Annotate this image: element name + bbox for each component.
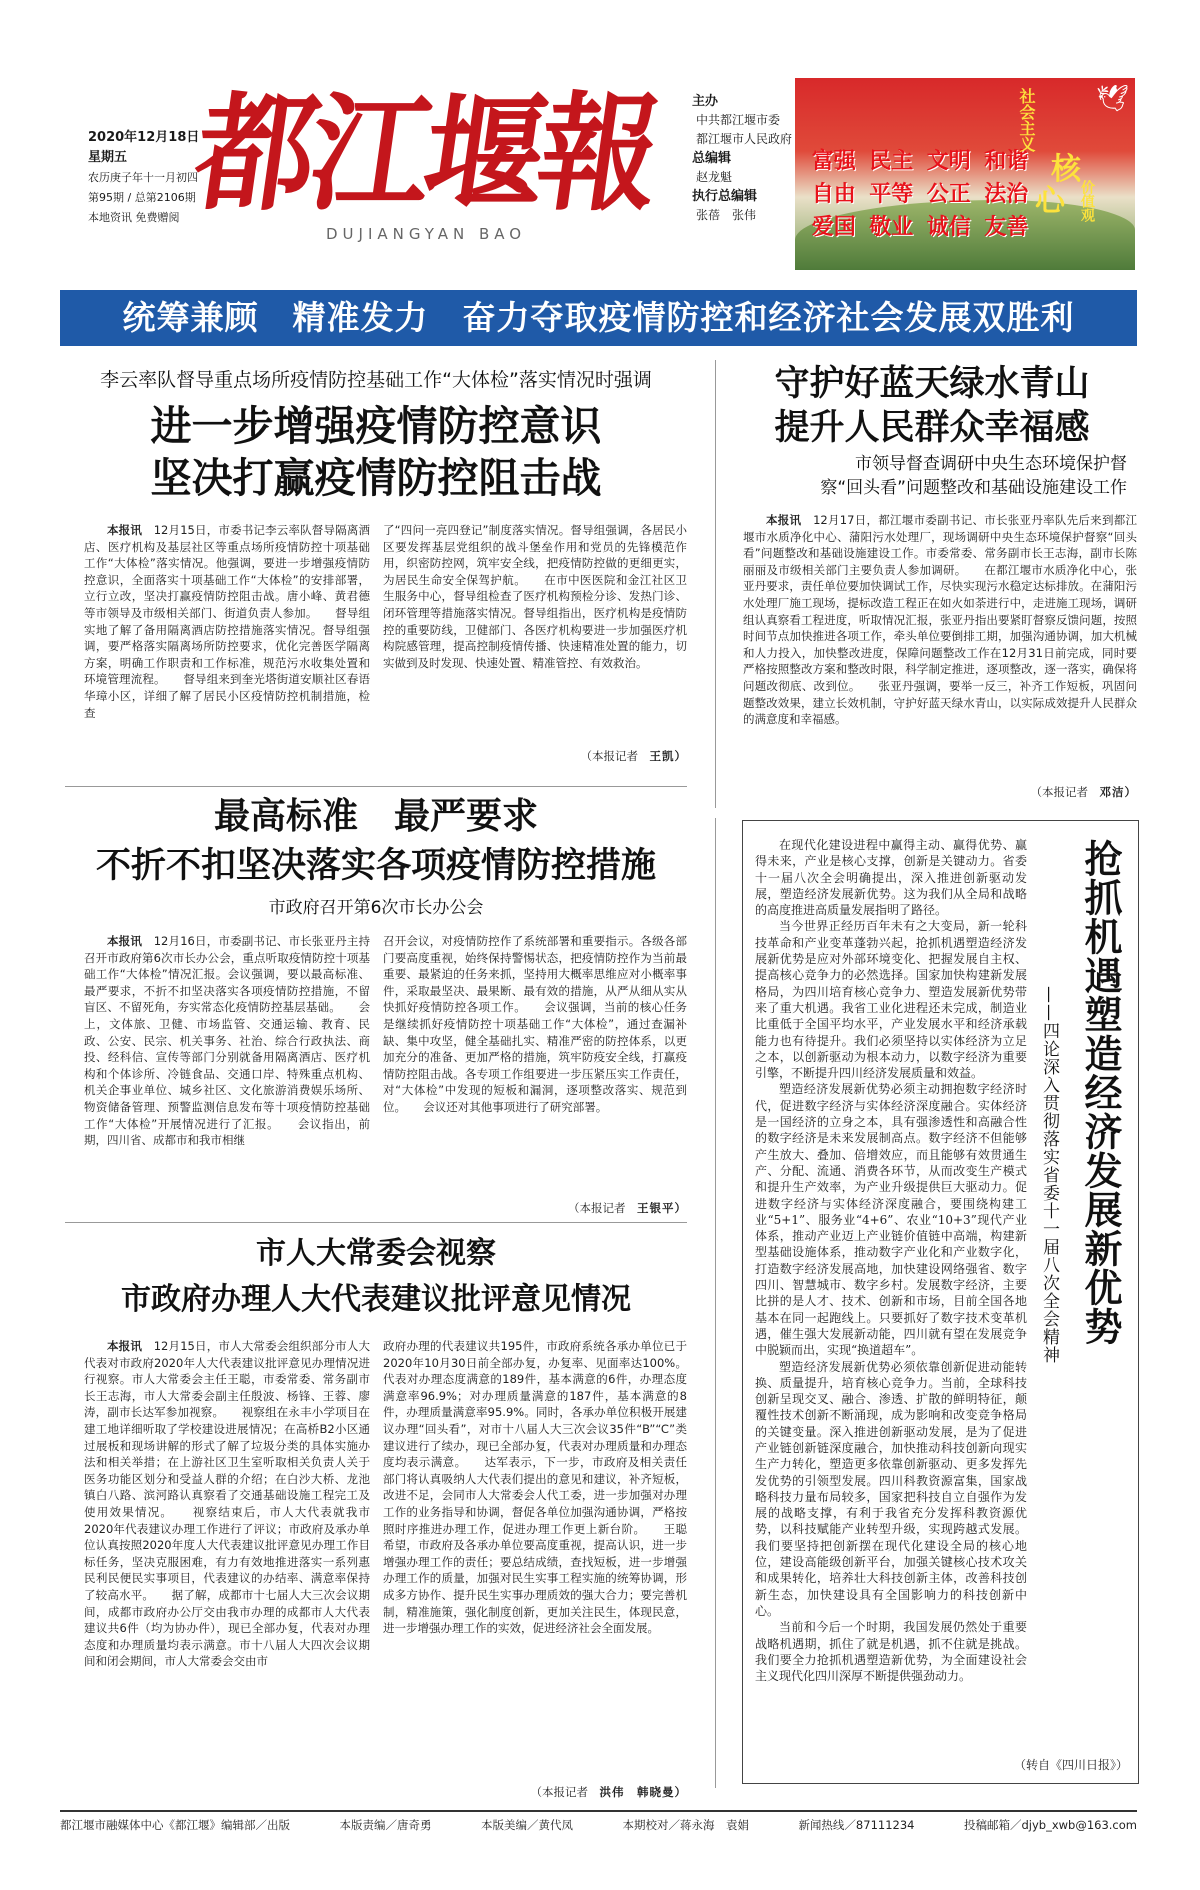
a4-text-1: 12月15日，市人大常委会组织部分市人大代表对市政府2020年人大代表建议批评意见办理情况进行视察。市人大常委会主任王聪，市委常委、常务副市长王志海，市人大常委会副主任殷波、杨锋、王蓉、廖涛，副市长达军参加视察。 视察组在永丰小学项目在建工地详细听取了学校建设进展情况；在高桥B2小区通过展板和现场讲解的形式了解了垃圾分类的具体实施办法和相关举措；在上游社区卫生室听取相关负责人关于医务功能区划分和受益人群的介绍；在白沙大桥、龙池镇白八路、滨河路认真察看了交通基础设施工程完工及使用效果情况。 视察结束后，市人大代表就我市2020年代表建议办理工作进行了评议；市政府及承办单位认真按照2020年度人大代表建议批评意见办理工作目标任务，坚决克服困难，有力有效地推进落实一系列惠民利民便民实事项目，代表建议的办结率、满意率保持了较高水平。 据了解，成都市十七届人大三次会议期间，成都市政府办公厅交由我市办理的成都市人大代表建议共6件（均为协办件），现已全部办复，代表对办理态度和办理质量均表示满意。市十八届人大四次会议期间和闭会期间，市人大常委会交由市 (84, 1339, 370, 1669)
footer-hotline: 新闻热线／87111234 (798, 1818, 915, 1832)
a3-credit-name: 王银平） (637, 1201, 687, 1215)
a3-text-1: 12月16日，市委副书记、市长张亚丹主持召开市政府第6次市长办公会，重点听取疫情防控十项基础工作“大体检”情况汇报。会议强调，要以最高标准、最严要求，不折不扣坚决落实各项疫情防控措施，不留盲区、不留死角，夯实常态化疫情防控基层基础。 会上，文体旅、卫健、市场监管、交通运输、教育、民政、公安、民宗、机关事务、社治、综合行政执法、商投、经科信、宣传等部门分别就备用隔离酒店、医疗机构和个体诊所、冷链食品、交通口岸、特殊重点机构、机关企事业单位、城乡社区、文化旅游消费娱乐场所、物资储备管理、预警监测信息发布等十项疫情防控基础工作“大体检”开展情况进行了汇报。 会议指出，前期，四川省、成都市和我市相继 (84, 934, 370, 1148)
footer-proofreader: 本期校对／蒋永海 袁娟 (622, 1818, 749, 1832)
slogan-values: 价值观 (1079, 180, 1095, 222)
a1-kicker: 李云率队督导重点场所疫情防控基础工作“大体检”落实情况时强调 (100, 369, 652, 391)
a4-credit-role: （本报记者 (530, 1785, 588, 1799)
a3-title-1: 最高标准 最严要求 (213, 795, 538, 837)
newspaper-pinyin: DUJIANGYAN BAO (326, 225, 527, 243)
page-footer (60, 1810, 1137, 1834)
a2-subtitle-1: 市领导督查调研中央生态环境保护督 (855, 454, 1127, 474)
a1-lead: 本报讯 (107, 523, 143, 537)
core-value-word: 和谐 (984, 149, 1029, 174)
a4-title-1: 市人大常委会视察 (256, 1236, 496, 1271)
sponsor-label: 主办 (692, 94, 719, 109)
core-value-word: 富强 (811, 149, 856, 174)
a1-credit (560, 748, 687, 764)
a2-body (743, 512, 1137, 776)
commentary-paragraph: 塑造经济发展新优势必须主动拥抱数字经济时代，促进数字经济与实体经济深度融合。实体经济是一国经济的立身之本，具有强渗透性和高融合性的数字经济是未来发展制高点。数字经济不但能够产生放大、叠加、倍增效应，而且能够有效贯通生产、分配、流通、消费各环节，从而改变生产模式和提升生产效率，为产业升级提供巨大驱动力。促进数字经济与实体经济深度融合，要围绕构建工业“5+1”、服务业“4+6”、农业“10+3”现代产业体系，推动产业迈上产业链价值链中高端，构建新型基础设施体系，推动数字产业化和产业数字化，打造数字经济发展高地，加快建设网络强省、数字四川、智慧城市、数字乡村。发展数字经济，主要比拼的是人才、技术、创新和市场，目前全国各地基本在同一起跑线上。只要抓好了数字技术变革机遇，催生强大发展新动能，四川就有望在发展竞争中脱颖而出，实现“换道超车”。 (755, 1082, 1027, 1358)
core-values-grid (805, 144, 1035, 241)
issue-number: 第95期 / 总第2106期 (88, 191, 196, 204)
a2-credit-name: 邓洁） (1099, 785, 1137, 799)
slogan-xin: 心 (1035, 184, 1065, 219)
slogan-he: 核 (1051, 152, 1081, 187)
a1-title-2: 坚决打赢疫情防控阻击战 (150, 454, 602, 502)
core-value-word: 自由 (811, 182, 856, 207)
a1-credit-role: （本报记者 (580, 749, 638, 763)
a2-credit-role: （本报记者 (1030, 785, 1088, 799)
slogan-socialism: 社会主义 (1017, 88, 1036, 152)
a4-title-2: 市政府办理人大代表建议批评意见情况 (121, 1282, 631, 1317)
a4-text-2: 政府办理的代表建议共195件，市政府系统各承办单位已于2020年10月30日前全部办复，办复率、见面率达100%。代表对办理态度满意的189件，基本满意的6件，办理态度满意率96.9%；对办理质量满意的187件，基本满意的8件，办理质量满意率95.9%。同时，各承办单位积极开展建议办理“回头看”，对市十八届人大三次会议35件“B”“C”类建议进行了续办，现已全部办复，代表对办理质量和办理态度均表示满意。 达军表示，下一步，市政府及相关责任部门将认真吸纳人大代表们提出的意见和建议，补齐短板，改进不足，会同市人大常委会人代工委，进一步加强对办理工作的业务指导和协调，督促各单位加强沟通协调，严格按照时序推进办理工作，促进办理工作更上新台阶。 王聪希望，市政府及各承办单位要高度重视，提高认识，进一步增强办理工作的责任；要总结成绩，查找短板，进一步增强办理工作的质量，加强对民生实事工程实施的统筹协调，形成多方协作、提升民生实事办理质效的强大合力；要完善机制，精准施策，强化制度创新，更加关注民生，体现民意，进一步增强办理工作的实效，促进经济社会全面发展。 (383, 1339, 687, 1636)
commentary-paragraph: 塑造经济发展新优势必须依靠创新促进动能转换、质量提升，培育核心竞争力。当前，全球科技创新呈现交叉、融合、渗透、扩散的鲜明特征，颠覆性技术创新不断涌现，成为影响和改变竞争格局的关键变量。深入推进创新驱动发展，是为了促进产业链创新链深度融合，加快推动科技创新向现实生产力转化，塑造更多依靠创新驱动、更多发挥先发优势的引领型发展。四川科教资源富集，国家战略科技力量布局较多，国家把科技自立自强作为发展的战略支撑，有利于我省充分发挥科教资源优势，以科技赋能产业转型升级，实现跨越式发展。我们要坚持把创新摆在现代化建设全局的核心地位，建设高能级创新平台，加强关键核心技术攻关和成果转化，培养壮大科技创新主体，改善科技创新生态，加快建设具有全国影响力的科技创新中心。 (755, 1359, 1027, 1618)
footer-designer: 本版美编／黄代凤 (480, 1818, 573, 1832)
core-value-word: 友善 (984, 215, 1029, 240)
issue-weekday: 星期五 (88, 150, 128, 165)
commentary-text (755, 837, 1027, 1772)
a1-credit-name: 王凯） (649, 749, 687, 763)
a4-column-1 (84, 1338, 370, 1778)
core-value-word: 文明 (926, 149, 971, 174)
sponsor-2: 都江堰市人民政府 (696, 132, 793, 146)
a2-text: 12月17日，都江堰市委副书记、市长张亚丹率队先后来到都江堰市水质净化中心、蒲阳污水处理厂，现场调研中央生态环境保护督察“回头看”问题整改和基础设施建设工作。市委常委、常务副市长王志海，副市长陈丽丽及市级相关部门主要负责人参加调研。 在都江堰市水质净化中心，张亚丹要求，责任单位要加快调试工作，尽快实现污水稳定达标排放。在蒲阳污水处理厂施工现场，提标改造工程正在如火如荼进行中，走进施工现场，调研组认真察看工程进度，听取情况汇报，张亚丹指出要紧盯督察反馈问题，按照时间节点加快推进各项工作，牵头单位要倒排工期，加强沟通协调，加大机械和人力投入，加快整改进度，保障问题整改工作在12月31日前完成，同时要严格按照整改方案和整改时限，科学制定推进，逐项整改，逐一落实，确保将问题改彻底、改到位。 张亚丹强调，要举一反三，补齐工作短板，巩固问题整改效果，建立长效机制，守护好蓝天绿水青山，以实际成效提升人民群众的满意度和幸福感。 (743, 513, 1137, 727)
a1-column-1 (84, 522, 370, 768)
a2-subtitle-2: 察“回头看”问题整改和基础设施建设工作 (820, 478, 1127, 498)
exec-editor-label: 执行总编辑 (692, 189, 758, 204)
a3-text-2: 召开会议，对疫情防控作了系统部署和重要指示。各级各部门要高度重视，始终保持警惕状态，把疫情防控作为当前最重要、最紧迫的任务来抓，坚持用大概率思维应对小概率事件，采取最坚决、最果断、最有效的措施，从严从细从实从快抓好疫情防控各项工作。 会议强调，当前的核心任务是继续抓好疫情防控十项基础工作“大体检”，通过查漏补缺、集中攻坚，健全基础扎实、精准严密的防控体系，以更加充分的准备、更加严格的措施，筑牢防疫安全线，打赢疫情防控阻击战。各专项工作组要进一步压紧压实工作责任，对“大体检”中发现的短板和漏洞，逐项整改落实、规范到位。 会议还对其他事项进行了研究部署。 (383, 934, 687, 1114)
exec-editor-names: 张蓓 张伟 (696, 208, 757, 222)
masthead-staff (692, 92, 802, 225)
core-value-word: 平等 (869, 182, 914, 207)
free-note: 本地资讯 免费赠阅 (88, 211, 180, 224)
commentary-paragraph: 在现代化建设进程中赢得主动、赢得优势、赢得未来，产业是核心支撑，创新是关键动力。省委十一届八次全会明确提出，深入推进创新驱动发展，塑造经济发展新优势。这为我们从全局和战略的高度推进高质量发展指明了路径。 (755, 838, 1027, 918)
newspaper-title: 都江堰報 (186, 79, 664, 229)
headline-banner: 统筹兼顾 精准发力 奋力夺取疫情防控和经济社会发展双胜利 (60, 290, 1137, 346)
a2-title-1: 守护好蓝天绿水青山 (774, 363, 1090, 404)
a4-column-2 (383, 1338, 687, 1778)
commentary-credit: （转自《四川日报》） (1013, 1758, 1128, 1772)
commentary-title: 抢抓机遇塑造经济发展新优势 (1078, 839, 1123, 1346)
commentary-subtitle: ——四论深入贯彻落实省委十一届八次全会精神 (1039, 986, 1059, 1364)
a3-title-2: 不折不扣坚决落实各项疫情防控措施 (95, 845, 656, 886)
column-divider (715, 818, 716, 1788)
a1-title-1: 进一步增强疫情防控意识 (150, 402, 602, 450)
a4-credit-name: 洪伟 韩晓曼） (599, 1785, 687, 1799)
footer-publisher: 都江堰市融媒体中心《都江堰》编辑部／出版 (60, 1818, 290, 1832)
editor-name: 赵龙魁 (696, 170, 733, 184)
section-divider (65, 786, 687, 787)
core-value-word: 敬业 (869, 215, 914, 240)
core-value-word: 法治 (984, 182, 1029, 207)
a3-credit (530, 1200, 687, 1216)
footer-chief-editor: 本版责编／唐奇勇 (339, 1818, 432, 1832)
sponsor-1: 中共都江堰市委 (696, 113, 781, 127)
a2-credit (960, 784, 1137, 800)
issue-date: 2020年12月18日 (88, 130, 200, 145)
lunar-date: 农历庚子年十一月初四 (88, 171, 198, 184)
a1-column-2 (383, 522, 687, 742)
a3-column-2 (383, 933, 687, 1195)
core-value-word: 民主 (869, 149, 914, 174)
section-divider (65, 1222, 687, 1223)
editor-label: 总编辑 (692, 151, 732, 166)
commentary-box (742, 820, 1139, 1784)
a1-text-1: 12月15日，市委书记李云率队督导隔离酒店、医疗机构及基层社区等重点场所疫情防控十项基础工作“大体检”落实情况。他强调，要进一步增强疫情防控意识，全面落实十项基础工作“大体检”的安排部署，立行立改，坚决打赢疫情防控阻击战。唐小峰、黄君德等市领导及市级相关部门、街道负责人参加。 督导组实地了解了备用隔离酒店防控措施落实情况。督导组强调，要严格落实隔离场所防控要求，优化完善医学隔离方案，明确工作职责和工作标准，规范污水收集处置和环境管理流程。 督导组来到奎光塔街道安顺社区春语华璋小区，详细了解了居民小区疫情防控机制措施，检查 (84, 523, 370, 720)
newspaper-logo (186, 75, 664, 250)
a3-subtitle: 市政府召开第6次市长办公会 (268, 898, 484, 918)
dove-icon: 🕊 (1095, 84, 1129, 114)
a2-title-2: 提升人民群众幸福感 (774, 407, 1090, 448)
core-values-ad (795, 78, 1135, 270)
commentary-paragraph: 当前和今后一个时期，我国发展仍然处于重要战略机遇期，抓住了就是机遇，抓不住就是挑战。我们要全力抢抓机遇塑造新优势，为全面建设社会主义现代化四川深厚不断提供强劲动力。 (755, 1620, 1027, 1684)
core-value-word: 公正 (926, 182, 971, 207)
a2-lead: 本报讯 (766, 513, 802, 527)
a3-column-1 (84, 933, 370, 1213)
core-value-word: 诚信 (926, 215, 971, 240)
a3-lead: 本报讯 (107, 934, 143, 948)
commentary-paragraph: 当今世界正经历百年未有之大变局，新一轮科技革命和产业变革蓬勃兴起，抢抓机遇塑造经济发展新优势是应对外部环境变化、把握发展自主权、提高核心竞争力的必然选择。国家加快构建新发展格局，为四川培育核心竞争力、塑造发展新优势带来了重大机遇。我省工业化进程还未完成，制造业比重低于全国平均水平，产业发展水平和经济承载能力也有待提升。我们必须坚持以实体经济为立足之本，以创新驱动为根本动力，以数字经济为重要引擎，不断提升四川经济发展质量和效益。 (755, 919, 1027, 1081)
a1-text-2: 了“四问一亮四登记”制度落实情况。督导组强调，各居民小区要发挥基层党组织的战斗堡垒作用和党员的先锋模范作用，织密防控网，筑牢安全线，把疫情防控做的更细更实，为居民生命安全保驾护航。 在市中医医院和金江社区卫生服务中心，督导组检查了医疗机构预检分诊、发热门诊、闭环管理等措施落实情况。督导组指出，医疗机构是疫情防控的重要防线，卫健部门、各医疗机构要进一步加强医疗机构院感管理，提高控制疫情传播、快速精准处置的能力，切实做到及时发现、快速处置、精准管控、有效救治。 (383, 523, 687, 670)
a3-credit-role: （本报记者 (568, 1201, 626, 1215)
footer-email[interactable]: 投稿邮箱／djyb_xwb@163.com (963, 1818, 1137, 1832)
core-value-word: 爱国 (811, 215, 856, 240)
a4-credit (480, 1784, 687, 1800)
column-divider (715, 360, 716, 808)
a4-lead: 本报讯 (107, 1339, 143, 1353)
